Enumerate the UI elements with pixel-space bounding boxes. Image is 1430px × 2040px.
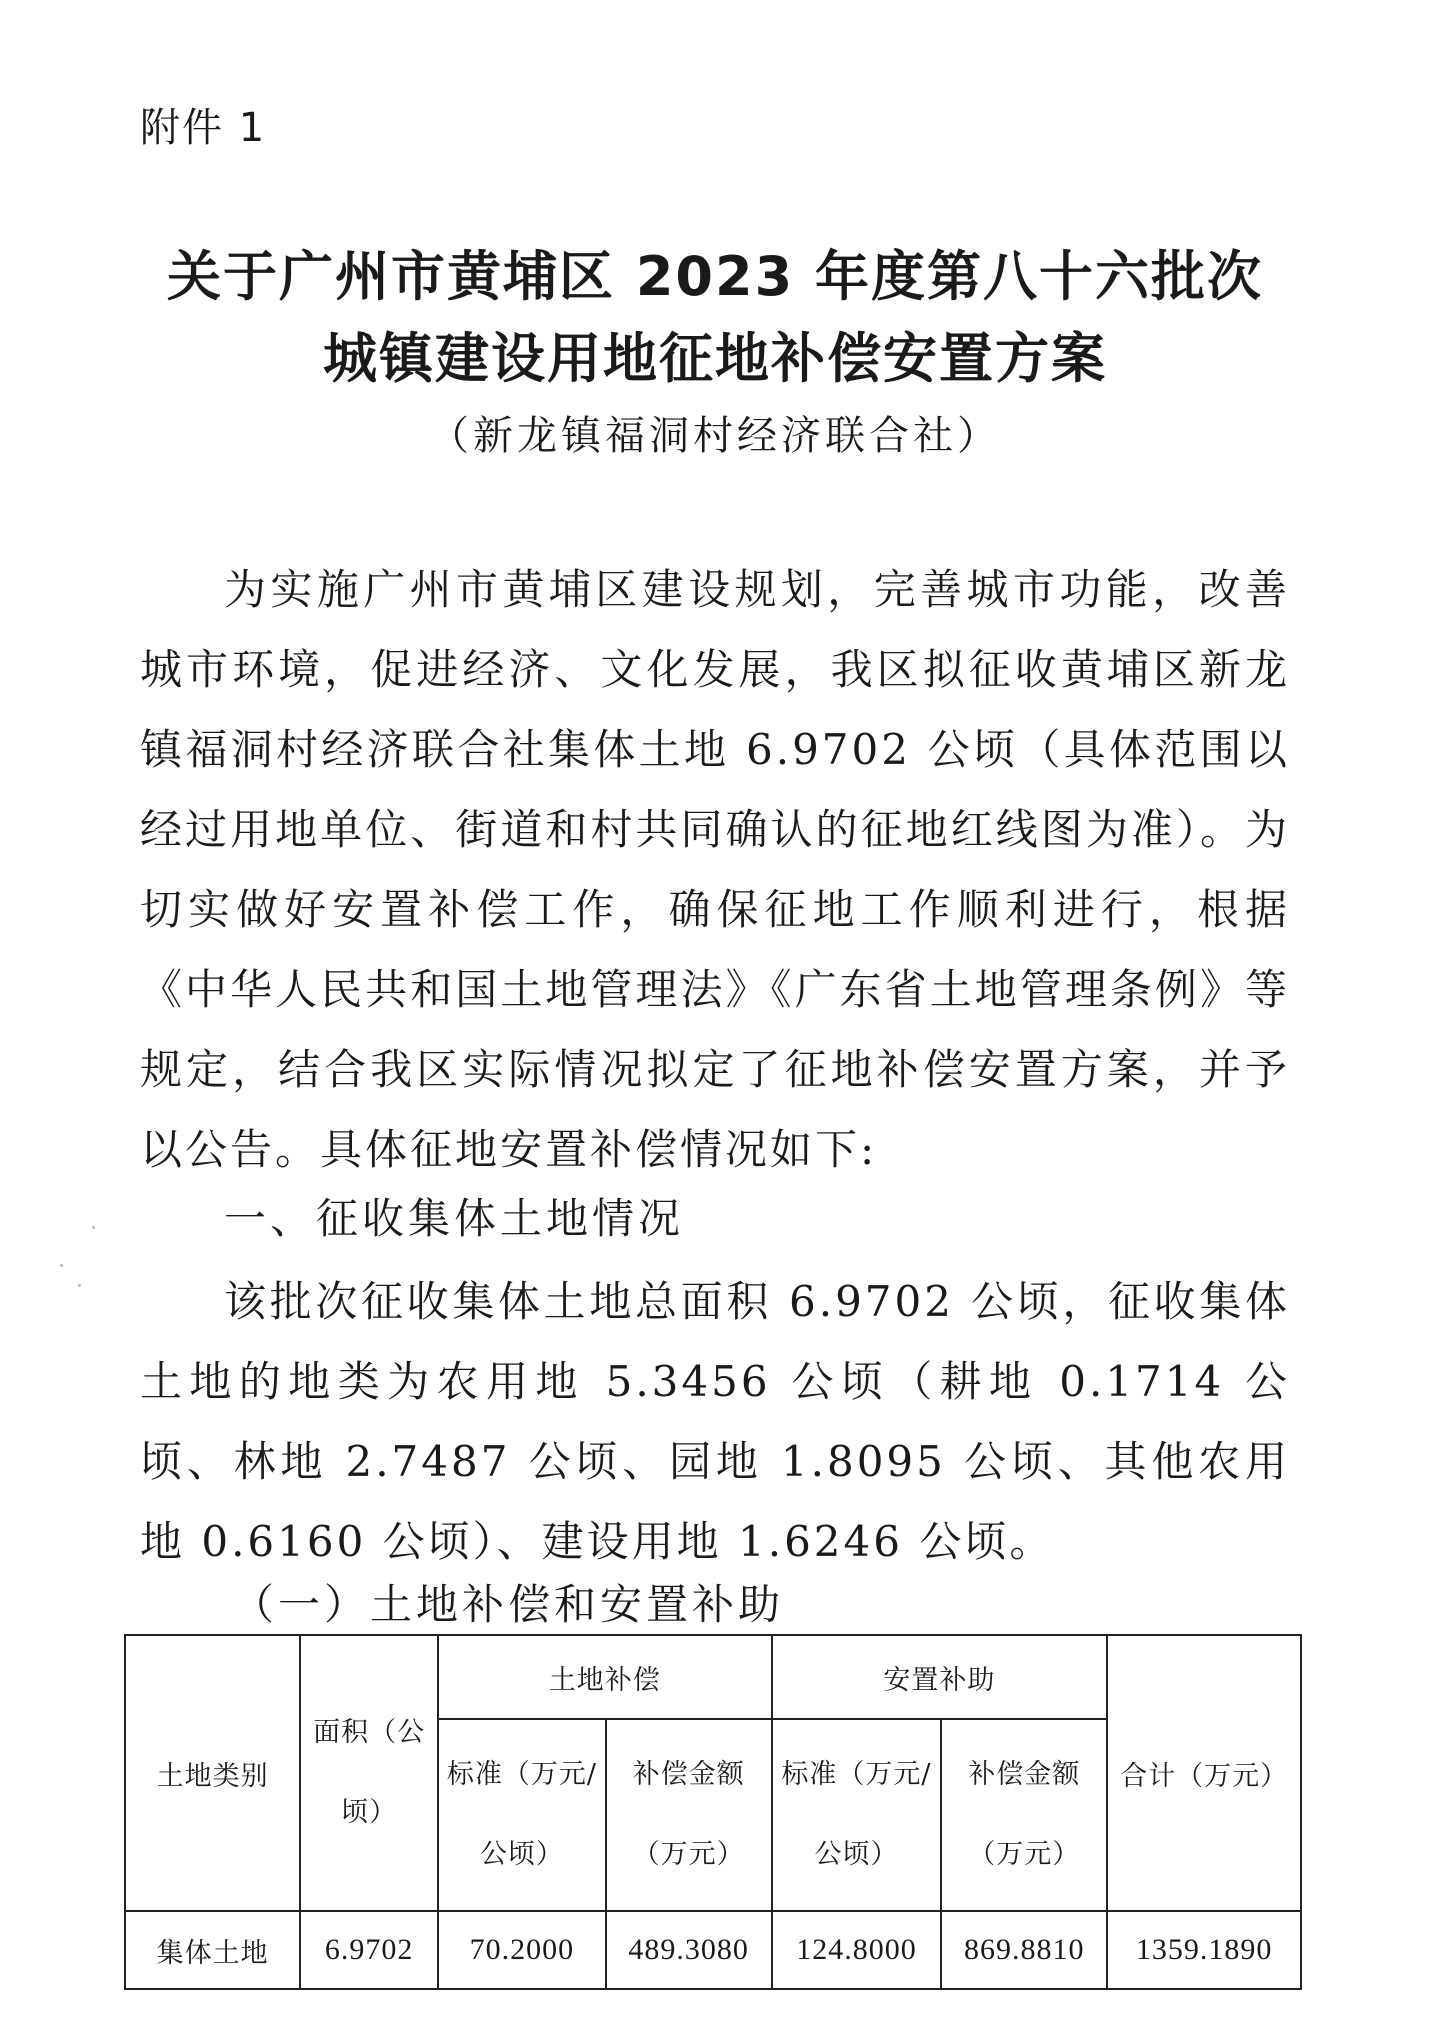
cell-resettle-standard: 124.8000	[772, 1911, 942, 1989]
header-land-amount	[606, 1719, 772, 1911]
header-amount-line2: （万元）	[632, 1839, 745, 1870]
table-header-row	[125, 1635, 1301, 1719]
cell-land-standard: 70.2000	[438, 1911, 606, 1989]
cell-land-type: 集体土地	[125, 1911, 300, 1989]
header-standard-line2: 公顷）	[814, 1839, 899, 1870]
document-title-line1: 关于广州市黄埔区 2023 年度第八十六批次	[167, 245, 1263, 308]
scan-speck	[60, 1264, 63, 1267]
header-amount-line1: 补偿金额	[632, 1759, 745, 1790]
cell-total: 1359.1890	[1107, 1911, 1301, 1989]
header-standard-line2: 公顷）	[479, 1839, 564, 1870]
attachment-label: 附件 1	[140, 105, 267, 151]
header-amount-line2: （万元）	[968, 1839, 1081, 1870]
header-resettlement: 安置补助	[772, 1635, 1108, 1719]
cell-land-amount: 489.3080	[606, 1911, 772, 1989]
header-standard-line1: 标准（万元/	[781, 1759, 932, 1790]
cell-area: 6.9702	[300, 1911, 438, 1989]
section1-paragraph	[140, 1262, 1290, 1582]
scan-speck	[78, 1284, 81, 1287]
header-standard-line1: 标准（万元/	[446, 1759, 597, 1790]
compensation-table	[124, 1634, 1302, 1990]
header-resettle-amount	[941, 1719, 1107, 1911]
header-total: 合计（万元）	[1107, 1635, 1301, 1911]
intro-paragraph	[140, 550, 1290, 1190]
section-heading-1: 一、征收集体土地情况	[224, 1194, 685, 1243]
scan-speck	[92, 1226, 95, 1229]
header-area-line2: 顷）	[341, 1797, 398, 1828]
section1-paragraph-text: 该批次征收集体土地总面积 6.9702 公顷，征收集体土地的地类为农用地 5.3456 公顷（耕地 0.1714 公顷、林地 2.7487 公顷、园地 1.8095 公顷、其他农用地 0.6160 公顷）、建设用地 1.6246 公顷。	[140, 1277, 1290, 1566]
header-area	[300, 1635, 438, 1911]
table-row	[125, 1911, 1301, 1989]
header-area-line1: 面积（公	[313, 1717, 426, 1748]
header-land-standard	[438, 1719, 606, 1911]
header-resettle-standard	[772, 1719, 942, 1911]
document-title-line2: 城镇建设用地征地补偿安置方案	[323, 327, 1107, 390]
document-subtitle: （新龙镇福洞村经济联合社）	[429, 413, 1001, 459]
cell-resettle-amount: 869.8810	[941, 1911, 1107, 1989]
intro-paragraph-text: 为实施广州市黄埔区建设规划，完善城市功能，改善城市环境，促进经济、文化发展，我区拟征收黄埔区新龙镇福洞村经济联合社集体土地 6.9702 公顷（具体范围以经过用地单位、街道和村共同确认的征地红线图为准）。为切实做好安置补偿工作，确保征地工作顺利进行，根据《中华人民共和国土地管理法》《广东省土地管理条例》等规定，结合我区实际情况拟定了征地补偿安置方案，并予以公告。具体征地安置补偿情况如下:	[140, 565, 1290, 1174]
header-land-compensation: 土地补偿	[438, 1635, 772, 1719]
header-amount-line1: 补偿金额	[968, 1759, 1081, 1790]
header-land-type: 土地类别	[125, 1635, 300, 1911]
subsection-title: （一）土地补偿和安置补助	[232, 1580, 785, 1629]
